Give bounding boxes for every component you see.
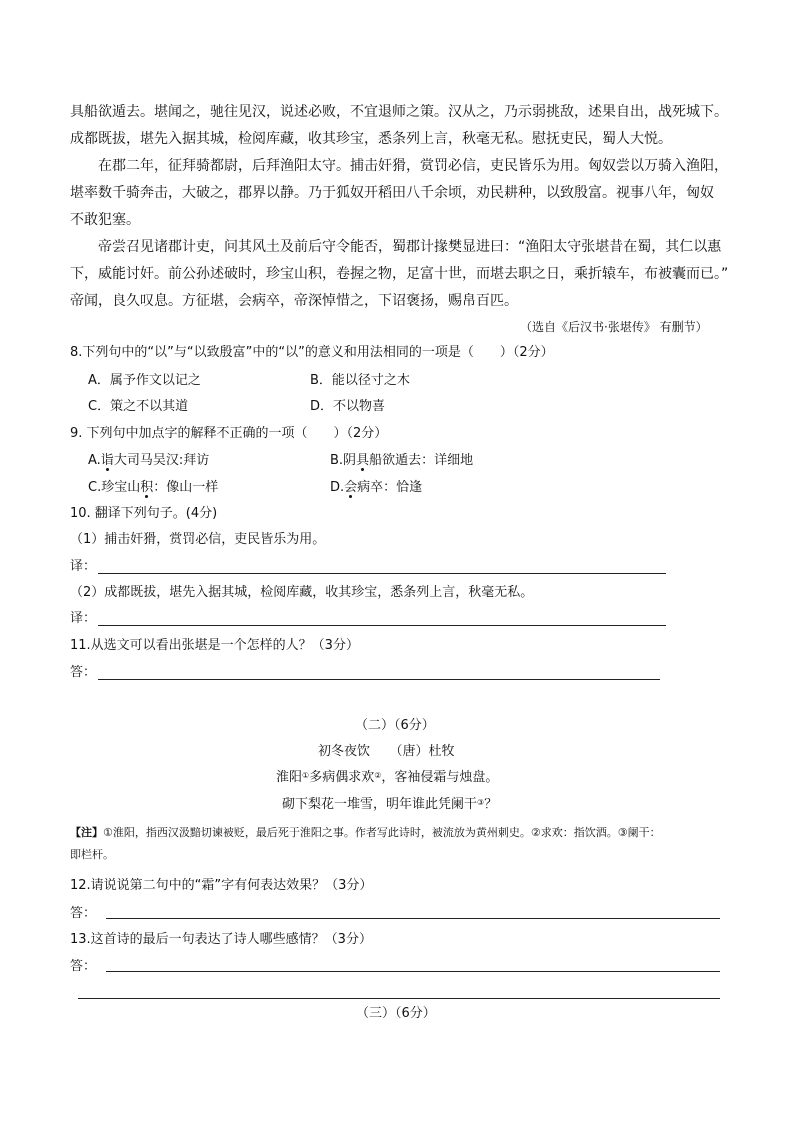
q8-option-b: B．能以径寸之木 [310, 373, 410, 388]
section-2-title: （二）（6分） [355, 718, 435, 733]
q13-answer-line-2[interactable] [78, 998, 720, 999]
q13-answer-line[interactable] [106, 971, 720, 972]
poem-line-1 [276, 764, 498, 791]
q11-answer-line[interactable] [98, 679, 660, 680]
q10-sentence-1: （1）捕击奸猾，赏罚必信，吏民皆乐为用。 [70, 532, 326, 547]
passage-line-1: 具船欲遁去。堪闻之，驰往见汉，说述必败，不宜退师之策。汉从之，乃示弱挑敌，述果自出，战死城下。 [70, 104, 728, 120]
q9-b-dotted-char: 具 [356, 453, 370, 468]
q9-stem: 9. 下列句中加点字的解释不正确的一项（ ）（2分） [70, 426, 388, 441]
poem-line-2 [282, 791, 497, 818]
footnote-marker-1: ① [302, 771, 310, 780]
q9-c-prefix: C.珍宝山 [88, 480, 141, 495]
q13-stem: 13.这首诗的最后一句表达了诗人哪些感情？（3分） [70, 932, 372, 947]
q9-a-suffix: 大司马吴汉:拜访 [113, 453, 210, 468]
q10-answer-line-1[interactable] [98, 573, 666, 574]
q12-answer-line[interactable] [106, 918, 720, 919]
q10-sentence-2: （2）成都既拔，堪先入据其城，检阅库藏，收其珍宝，悉条列上言，秋毫无私。 [70, 585, 534, 600]
q10-answer-label-2: 译： [70, 611, 97, 626]
q9-b-suffix: 船欲遁去：详细地 [369, 453, 474, 468]
q9-option-a [88, 447, 209, 474]
poem-line-1-part-c: ，客袖侵霜与烛盘。 [381, 770, 499, 785]
poem-notes [70, 823, 661, 843]
q11-stem: 11.从选文可以看出张堪是一个怎样的人？（3分） [70, 638, 359, 653]
q8-option-c: C．策之不以其道 [88, 399, 189, 414]
passage-line-7: 下，威能讨奸。前公孙述破时，珍宝山积，卷握之物，足富十世，而堪去职之日，乘折辕车，布被囊而已。” [70, 266, 729, 282]
q10-stem: 10. 翻译下列句子。(4分) [70, 506, 218, 521]
q9-option-b [330, 447, 473, 474]
q11-answer-label: 答： [70, 665, 97, 680]
q9-d-suffix: 病卒：恰逢 [357, 480, 423, 495]
passage-source: （选自《后汉书·张堪传》 有删节） [520, 320, 708, 334]
passage-line-6: 帝尝召见诸郡计吏，问其风土及前后守令能否，蜀郡计掾樊显进曰：“渔阳太守张堪昔在蜀，其仁以惠 [98, 239, 722, 255]
q8-option-a: A．属予作文以记之 [88, 373, 201, 388]
q9-c-suffix: ：像山一样 [153, 480, 219, 495]
passage-line-2: 成都既拔，堪先入据其城，检阅库藏，收其珍宝，悉条列上言，秋毫无私。慰抚吏民，蜀人大悦。 [70, 131, 672, 147]
poem-line-2-part-a: 砌下梨花一堆雪，明年谁此凭阑干 [282, 797, 478, 812]
q9-d-dotted-char: 会 [344, 480, 358, 495]
q12-answer-label: 答： [70, 906, 97, 921]
q8-option-d: D．不以物喜 [310, 399, 386, 414]
poem-line-1-part-b: 多病偶求欢 [309, 770, 375, 785]
footnote-marker-2: ② [374, 771, 382, 780]
q13-answer-label: 答： [70, 959, 97, 974]
poem-notes-line-1: ①淮阳，指西汉汲黯切谏被贬，最后死于淮阳之事。作者写此诗时，被流放为黄州刺史。②求欢：指饮酒。③阑干： [103, 826, 661, 839]
poem-notes-heading: 【注】 [70, 826, 103, 839]
q9-b-prefix: B.阴 [330, 453, 357, 468]
q10-answer-line-2[interactable] [98, 625, 666, 626]
footnote-marker-3: ③ [477, 798, 485, 807]
poem-title-author: 初冬夜饮 （唐）杜牧 [318, 744, 455, 759]
q9-c-dotted-char: 积 [140, 480, 154, 495]
passage-line-4: 堪率数千骑奔击，大破之，郡界以静。乃于狐奴开稻田八千余顷，劝民耕种，以致殷富。视事八年，匈奴 [70, 185, 714, 201]
q9-a-prefix: A. [88, 453, 101, 468]
q9-a-dotted-char: 诣 [100, 453, 114, 468]
q9-option-d [330, 474, 422, 501]
passage-line-3: 在郡二年，征拜骑都尉，后拜渔阳太守。捕击奸猾，赏罚必信，吏民皆乐为用。匈奴尝以万骑入渔阳， [98, 158, 728, 174]
passage-line-5: 不敢犯塞。 [70, 212, 140, 228]
q8-stem: 8.下列句中的“以”与“以致殷富”中的“以”的意义和用法相同的一项是（ ）（2分） [70, 345, 554, 360]
poem-line-1-part-a: 淮阳 [276, 770, 303, 785]
poem-line-2-part-b: ？ [484, 797, 498, 812]
q12-stem: 12.请说说第二句中的“霜”字有何表达效果？（3分） [70, 878, 373, 893]
poem-notes-line-2: 即栏杆。 [70, 848, 114, 861]
q10-answer-label-1: 译： [70, 559, 97, 574]
q9-d-prefix: D. [330, 480, 345, 495]
section-3-title: （三）（6分） [356, 1006, 436, 1021]
q9-option-c [88, 474, 218, 501]
passage-line-8: 帝闻，良久叹息。方征堪，会病卒，帝深悼惜之，下诏褒扬，赐帛百匹。 [70, 293, 518, 309]
